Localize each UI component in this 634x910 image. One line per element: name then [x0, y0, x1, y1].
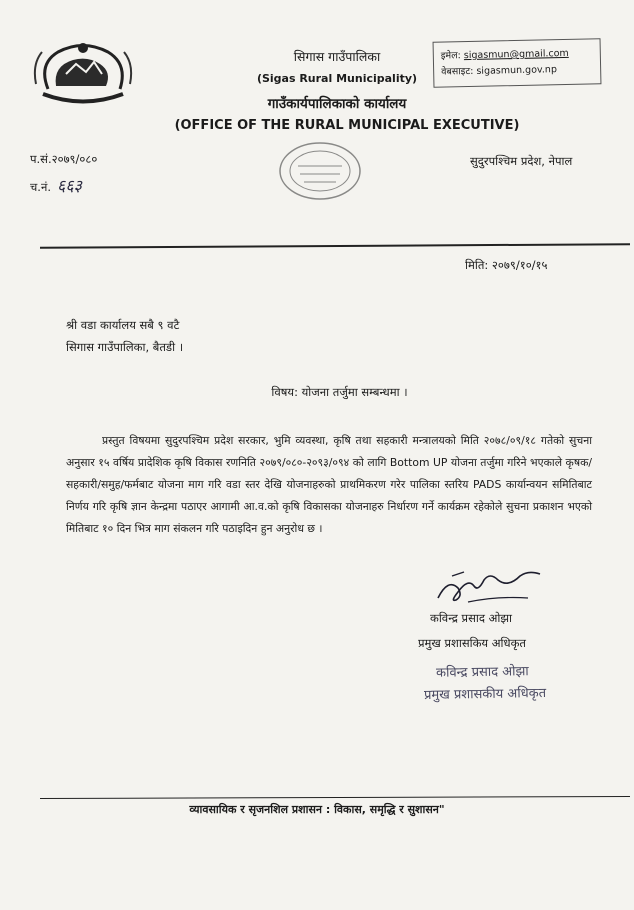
signer-name: कविन्द्र प्रसाद ओझा — [430, 611, 513, 625]
contact-box — [433, 38, 602, 88]
municipality-name-english: (Sigas Rural Municipality) — [256, 72, 418, 85]
email-link[interactable]: sigasmun@gmail.com — [463, 47, 569, 62]
office-name-nepali: गाउँकार्यपालिकाको कार्यालय — [267, 96, 407, 112]
municipality-name-nepali: सिगास गाउँपालिका — [293, 49, 381, 64]
website-line — [441, 61, 593, 80]
seal-name: कविन्द्र प्रसाद ओझा — [435, 664, 529, 681]
header-divider — [40, 243, 630, 249]
signer-title: प्रमुख प्रशासकिय अधिकृत — [418, 636, 526, 650]
seal-title: प्रमुख प्रशासकीय अधिकृत — [423, 685, 547, 704]
reference-number: प.सं.२०७९/०८० — [30, 152, 98, 166]
signature-icon — [428, 558, 548, 608]
footer-divider — [40, 796, 630, 799]
email-label: इमेल: — [440, 50, 464, 62]
dispatch-value: ६६३ — [57, 176, 82, 195]
letter-date: मिति: २०७९/१०/१५ — [465, 258, 548, 272]
letter-body: प्रस्तुत विषयमा सुदुरपश्चिम प्रदेश सरकार, भुमि व्यवस्था, कृषि तथा सहकारी मन्त्रालयको मिति २०७८/०९/१८ गतेको सुचना अनुसार १५ वर्षिय प्रादेशिक कृषि विकास रणनिति २०७९/०८०-२०९३/०९४ को लागि Bottom UP योजना तर्जुमा गरिने भएकाले कृषक/सहकारी/समुह/फर्मबाट योजना माग गरि वडा स्तर देखि योजनाहरुको प्राथमिकरण गरेर पालिका स्तरिय PADS कार्यान्वयन समितिबाट निर्णय गरि कृषि ज्ञान केन्द्रमा पठाएर आगामी आ.व.को कृषि विकासका योजनाहरु निर्धारण गर्ने कार्यक्रम रहेकोले सुचना प्रकाशन भएको मितिबाट १० दिन भित्र माग संकलन गरि पठाइदिन हुन अनुरोध छ । — [66, 434, 592, 535]
office-stamp-icon — [270, 138, 370, 204]
website-link[interactable]: sigasmun.gov.np — [476, 64, 558, 77]
footer-motto: व्यावसायिक र सृजनशिल प्रशासन : विकास, समृद्धि र सुशासन" — [189, 803, 445, 816]
website-label: वेबसाइट: — [441, 65, 477, 78]
dispatch-number — [30, 174, 82, 196]
letter-subject: विषय: योजना तर्जुमा सम्बन्धमा । — [271, 385, 408, 399]
recipient-line-2: सिगास गाउँपालिका, बैतडी । — [66, 340, 184, 354]
dispatch-label: च.नं. — [30, 180, 51, 194]
recipient-line-1: श्री वडा कार्यालय सबै ९ वटै — [66, 318, 180, 332]
province-text: सुदुरपश्चिम प्रदेश, नेपाल — [470, 154, 573, 168]
office-name-english: (OFFICE OF THE RURAL MUNICIPAL EXECUTIVE) — [174, 118, 520, 133]
